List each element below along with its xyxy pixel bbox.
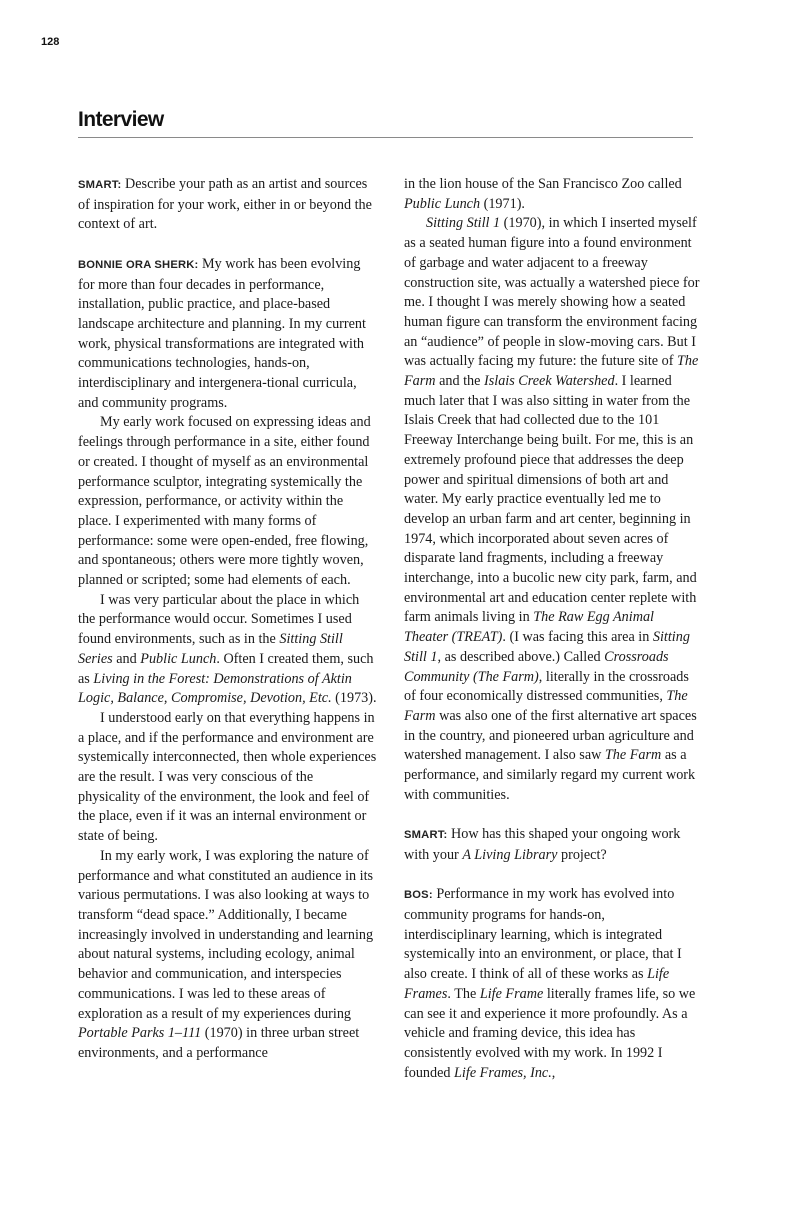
speaker-label: SMART: [78,179,122,191]
text-run: In my early work, I was exploring the nature of performance and what constituted an audience in its various permutations. I was also looking at ways to transform “dead space.” Additionally, I became increasingly involved in understanding and learning about natural systems, including ecology, animal behavior and communication, and interspecies communications. I was led to these areas of exploration as a result of my experiences during [78,847,374,1022]
text-run: My work has been evolving for more than four decades in performance, installation, public practice, and place-based landscape architecture and planning. In my current work, physical transformations are integrated with communications technologies, hands-on, interdisciplinary and intergenera-tional curricula, and community programs. [78,255,366,411]
text-run: and the [435,373,484,390]
text-run: , literally in the crossroads of four economically distressed communities, [404,668,689,705]
text-run: (1970) in three urban street environments, and a performance [78,1025,360,1061]
italic-title: Portable Parks 1–111 [78,1025,202,1042]
text-run: Describe your path as an artist and sources of inspiration for your work, either in or beyond the context of art. [78,176,372,233]
italic-title: Islais Creek Watershed [484,373,615,390]
speaker-label: SMART: [404,829,448,842]
left-column [78,175,378,1064]
body-paragraph [78,709,378,847]
italic-title: Crossroads Community (The Farm) [404,648,669,685]
text-run: as a performance, and similarly regard my current work with communities. [404,747,696,803]
italic-title: Life Frames [404,966,670,1002]
text-run: I was very particular about the place in which the performance would occur. Sometimes I used found environments, such as in the [78,591,360,648]
text-run: How has this shaped your ongoing work with your [404,826,681,863]
text-run: My early work focused on expressing ideas and feelings through performance in a site, either found or created. I thought of myself as an environmental performance sculptor, integrating systemically the expression, performance, or activity within the place. I experimented with many forms of performance: some were open-ended, free flowing, and spontaneous; others were more tightly woven, planned or scripted; some had elements of each. [78,414,371,589]
interview-question [78,175,378,235]
body-paragraph [78,847,378,1064]
text-run: . The [447,985,480,1002]
page-number: 128 [41,36,60,48]
body-paragraph [78,591,378,709]
italic-title: Public Lunch [140,650,217,667]
text-run: and [112,650,141,667]
italic-title: Sitting Still 1 [426,215,501,232]
text-run: , as described above.) Called [437,648,605,665]
text-run: Performance in my work has evolved into community programs for hands-on, interdisciplinary learning, which is integrated systemically into an environment, or place, that I also create. I think of all of these works as [404,886,682,983]
text-run: , [551,1064,556,1081]
text-run: (1970), in which I inserted myself as a seated human figure into a found environment of garbage and water adjacent to a freeway construction site, was actually a watershed piece for me. I thought I was merely showing how a seated human figure can transform the environment facing an “audience” of people in slow-moving cars. But I was actually facing my future: the future site of [404,215,700,370]
text-run: project? [557,846,607,863]
italic-title: The Farm [404,688,688,724]
text-run: (1973). [331,690,377,707]
italic-title: The Farm [404,353,699,390]
text-run: . (I was facing this area in [502,629,653,646]
italic-title: The Farm [604,747,662,764]
interview-answer [78,255,378,414]
italic-title: Living in the Forest: Demonstrations of Aktin Logic, Balance, Compromise, Devotion, Etc. [78,670,352,707]
text-run: was also one of the first alternative art spaces in the country, and pioneered urban agriculture and watershed management. I also saw [404,707,697,764]
right-column [404,175,700,1083]
text-run: (1971). [480,195,525,212]
italic-title: Sitting Still 1 [404,629,690,665]
interview-answer [404,885,700,1083]
text-run: I understood early on that everything happens in a place, and if the performance and environment are systemically interconnected, then whole experiences are the result. I was very conscious of the physicality of the environment, the look and feel of the place, even if it was an internal environment or state of being. [78,709,377,845]
interview-question [404,825,700,865]
body-paragraph [404,175,700,214]
speaker-label: BONNIE ORA SHERK: [78,258,199,271]
body-paragraph [78,413,378,590]
text-run: in the lion house of the San Francisco Zoo called [404,176,682,192]
italic-title: Public Lunch [404,195,481,212]
section-title: Interview [78,108,164,131]
italic-title: Sitting Still Series [78,631,343,667]
body-paragraph [404,214,700,805]
speaker-label: BOS: [404,889,433,902]
italic-title: A Living Library [462,846,558,863]
text-run: literally frames life, so we can see it and experience it more profoundly. As a vehicle and framing device, this idea has consistently evolved with my work. In 1992 I founded [404,985,696,1081]
italic-title: Life Frames, Inc. [454,1064,552,1081]
italic-title: The Raw Egg Animal Theater (TREAT) [404,609,654,646]
italic-title: Life Frame [479,985,544,1002]
text-run: . Often I created them, such as [78,650,374,687]
text-run: . I learned much later that I was also sitting in water from the Islais Creek that had collected due to the 101 Freeway Interchange being built. For me, this is an extremely profound piece that addresses the deep power and spiritual dimensions of both art and water. My early practice eventually led me to develop an urban farm and art center, beginning in 1974, which incorporated about seven acres of disparate land fragments, including a freeway interchange, into a bucolic new city park, farm, and environmental art and education center replete with farm animals living in [404,373,697,626]
title-rule [78,137,693,138]
